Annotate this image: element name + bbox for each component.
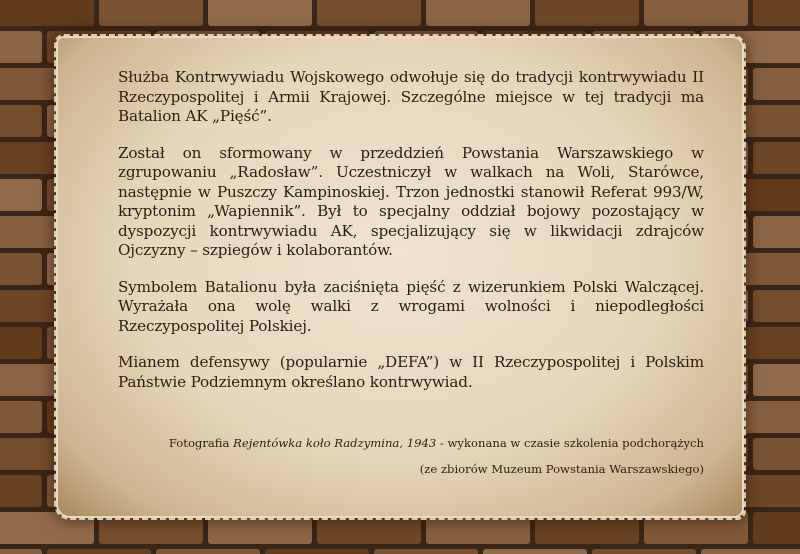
- brick: [644, 0, 748, 26]
- brick: [156, 549, 260, 554]
- brick: [0, 549, 42, 554]
- caption-suffix: - wykonana w czasie szkolenia podchorążych: [436, 436, 704, 450]
- brick: [753, 142, 800, 174]
- brick: [592, 549, 696, 554]
- brick: [0, 253, 42, 285]
- brick: [753, 290, 800, 322]
- photo-caption: [84, 436, 704, 488]
- brick: [535, 0, 639, 26]
- brick: [265, 549, 369, 554]
- brick: [426, 512, 530, 544]
- brick: [208, 512, 312, 544]
- caption-source: (ze zbiorów Muzeum Powstania Warszawskiego): [419, 462, 704, 476]
- brick: [644, 512, 748, 544]
- brick: [0, 105, 42, 137]
- brick: [47, 549, 151, 554]
- brick: [99, 512, 203, 544]
- brick: [0, 401, 42, 433]
- brick: [483, 549, 587, 554]
- caption-title: Rejentówka koło Radzymina, 1943: [233, 436, 437, 450]
- brick: [0, 179, 42, 211]
- brick: [99, 0, 203, 26]
- brick: [701, 549, 800, 554]
- text-body: [118, 68, 704, 409]
- brick: [0, 512, 94, 544]
- brick: [0, 31, 42, 63]
- brick: [317, 512, 421, 544]
- paragraph-3: Symbolem Batalionu była zaciśnięta pięść z wizerunkiem Polski Walczącej. Wyrażała ona wolę walki z wrogami wolności i niepodległości Rzeczypospolitej Polskiej.: [118, 277, 704, 335]
- brick: [0, 475, 42, 507]
- brick: [753, 0, 800, 26]
- paragraph-4: Mianem defensywy (popularnie „DEFA”) w II Rzeczypospolitej i Polskim Państwie Podziemnym określano kontrwywiad.: [118, 353, 704, 391]
- brick: [753, 512, 800, 544]
- brick: [0, 0, 94, 26]
- brick: [208, 0, 312, 26]
- brick: [753, 438, 800, 470]
- brick: [535, 512, 639, 544]
- paragraph-1: Służba Kontrwywiadu Wojskowego odwołuje się do tradycji kontrwywiadu II Rzeczypospolitej i Armii Krajowej. Szczególne miejsce w tej tradycji ma Batalion AK „Pięść”.: [118, 68, 704, 125]
- paragraph-2: Został on sformowany w przeddzień Powstania Warszawskiego w zgrupowaniu „Radosław”. Uczestniczył w walkach na Woli, Starówce, następnie w Puszczy Kampinoskiej. Trzon jednostki stanowił Referat 993/W, kryptonim „Wapiennik”. Był to specjalny oddział bojowy pozostający w dyspozycji kontrwywiadu AK, specjalizujący się w likwidacji zdrajców Ojczyzny – szpiegów i kolaborantów.: [118, 143, 704, 259]
- brick: [753, 216, 800, 248]
- brick: [317, 0, 421, 26]
- brick: [0, 327, 42, 359]
- aged-paper-sheet: [58, 38, 742, 516]
- brick: [753, 68, 800, 100]
- brick: [374, 549, 478, 554]
- brick: [753, 364, 800, 396]
- caption-prefix: Fotografia: [168, 436, 234, 450]
- brick: [426, 0, 530, 26]
- caption-line-1: [84, 436, 704, 450]
